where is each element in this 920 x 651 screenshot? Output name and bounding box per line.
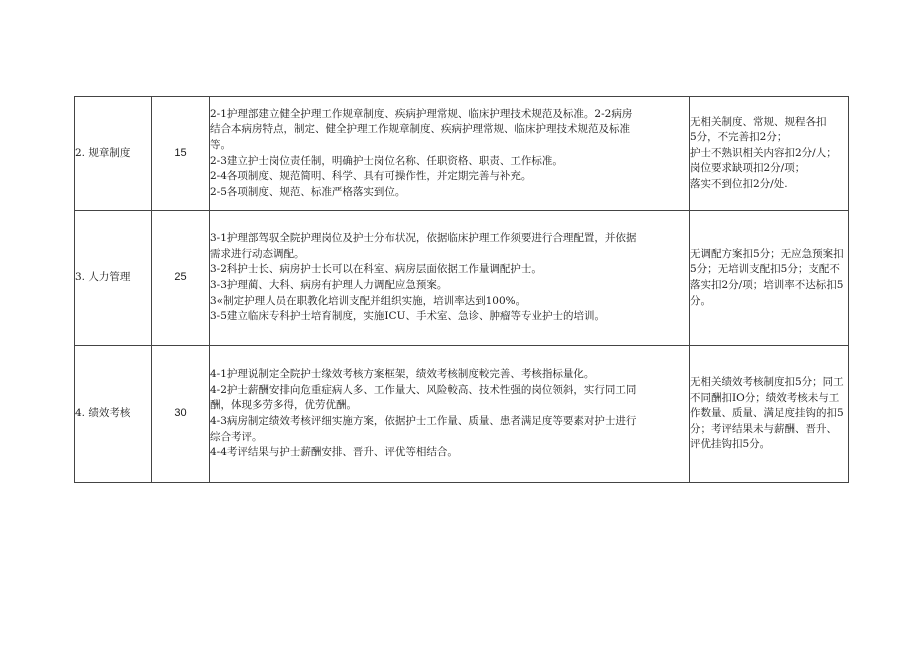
content-cell xyxy=(210,97,690,211)
deduction-rule-cell xyxy=(690,97,849,211)
content-line: 3-3护理蔺、大科、病房有护理人力调配应急预案。 xyxy=(210,279,448,291)
content-cell xyxy=(210,346,690,483)
deduction-rule-cell xyxy=(690,211,849,346)
category-cell: 3. 人力管理 xyxy=(75,211,152,346)
standards-table xyxy=(74,96,849,483)
rule-line: 分。 xyxy=(690,294,711,307)
rule-line: 护士不熟识相关内容扣2分/人； xyxy=(690,146,837,159)
score-cell: 25 xyxy=(152,211,210,346)
content-line: 需求进行动态调配。 xyxy=(210,247,305,260)
content-line: 等。 xyxy=(210,138,231,151)
category-cell: 2. 规章制度 xyxy=(75,97,152,211)
rule-line: 评优挂钩扣5分。 xyxy=(690,438,771,451)
score-cell: 15 xyxy=(152,97,210,211)
rule-line: 落实扣2分/项；培训率不达标扣5 xyxy=(690,279,844,291)
content-line: 酬，体现多劳多得，优劳优酬。 xyxy=(210,399,357,412)
content-line: 2-3建立护士岗位责任制，明确护士岗位名称、任职资格、职责、工作标准。 xyxy=(210,154,563,167)
content-line: 结合本病房特点，制定、健全护理工作规章制度、疾病护理常规、临床护理技术规范及标准 xyxy=(210,123,630,136)
table-row xyxy=(75,211,849,346)
content-line: 2-1护理部建立健全护理工作规章制度、疾病护理常规、临床护理技术规范及标准。2-2病房 xyxy=(210,107,633,120)
table-row xyxy=(75,97,849,211)
content-line: 4-1护理说制定全院护士缘效考核方案框架，绩效考核制度較完善、考核指标量化。 xyxy=(210,368,595,381)
content-line: 4-2护士薪酬安排向危重症病人多、工作量大、风险較高、技术性强的岗位领斜，实行同工同 xyxy=(210,383,637,396)
content-line: 4-3病房制定绩效考核评细实施方案，依据护士工作量、质量、患者满足度等要素对护士进行 xyxy=(210,415,637,427)
table-row xyxy=(75,346,849,483)
content-line: 综合考评。 xyxy=(210,430,263,443)
rule-line: 5分，不完善扣2分； xyxy=(690,131,788,144)
rule-line: 分；考评结果未与薪酬、晋升、 xyxy=(690,422,837,435)
rule-line: 无相关制度、常规、规程各扣 xyxy=(690,115,827,128)
rule-line: 无调配方案扣5分；无应急预案扣 xyxy=(690,247,844,260)
content-line: 3-2科护士长、病房护士长可以在科室、病房层面依据工作量调配护士。 xyxy=(210,263,542,276)
content-line: 3-5建立临床专科护士培育制度，实施ICU、手术室、急诊、肿瘤等专业护士的培训。 xyxy=(210,310,605,323)
content-line: 2-4各项制度、规范简明、科学、具有可操作性，并定期完善与补充。 xyxy=(210,170,532,183)
rule-line: 作数量、质量、满足度挂钩的扣5 xyxy=(690,407,844,420)
content-line: 4-4考评结果与护士薪酬安排、晋升、评优等相结合。 xyxy=(210,446,458,459)
content-line: 3«制定护理人员在职教化培训支配并组织实施，培训率达到100%。 xyxy=(210,294,527,307)
rule-line: 无相关绩效考核制度扣5分；同工 xyxy=(690,376,844,389)
rule-line: 不同酬扣IO分；绩效考核未与工 xyxy=(690,391,840,404)
category-cell: 4. 绩效考核 xyxy=(75,346,152,483)
content-cell xyxy=(210,211,690,346)
content-line: 2-5各项制度、规范、标准严格落实到位。 xyxy=(210,185,406,198)
rule-line: 5分；无培训支配扣5分；支配不 xyxy=(690,263,840,276)
deduction-rule-cell xyxy=(690,346,849,483)
content-line: 3-1护理部驾驭全院护理岗位及护士分布状况，依据临床护理工作须要进行合理配置，并依据 xyxy=(210,232,637,245)
rule-line: 落实不到位扣2分/处. xyxy=(690,177,788,190)
rule-line: 岗位要求缺项扣2分/项； xyxy=(690,162,806,175)
score-cell: 30 xyxy=(152,346,210,483)
